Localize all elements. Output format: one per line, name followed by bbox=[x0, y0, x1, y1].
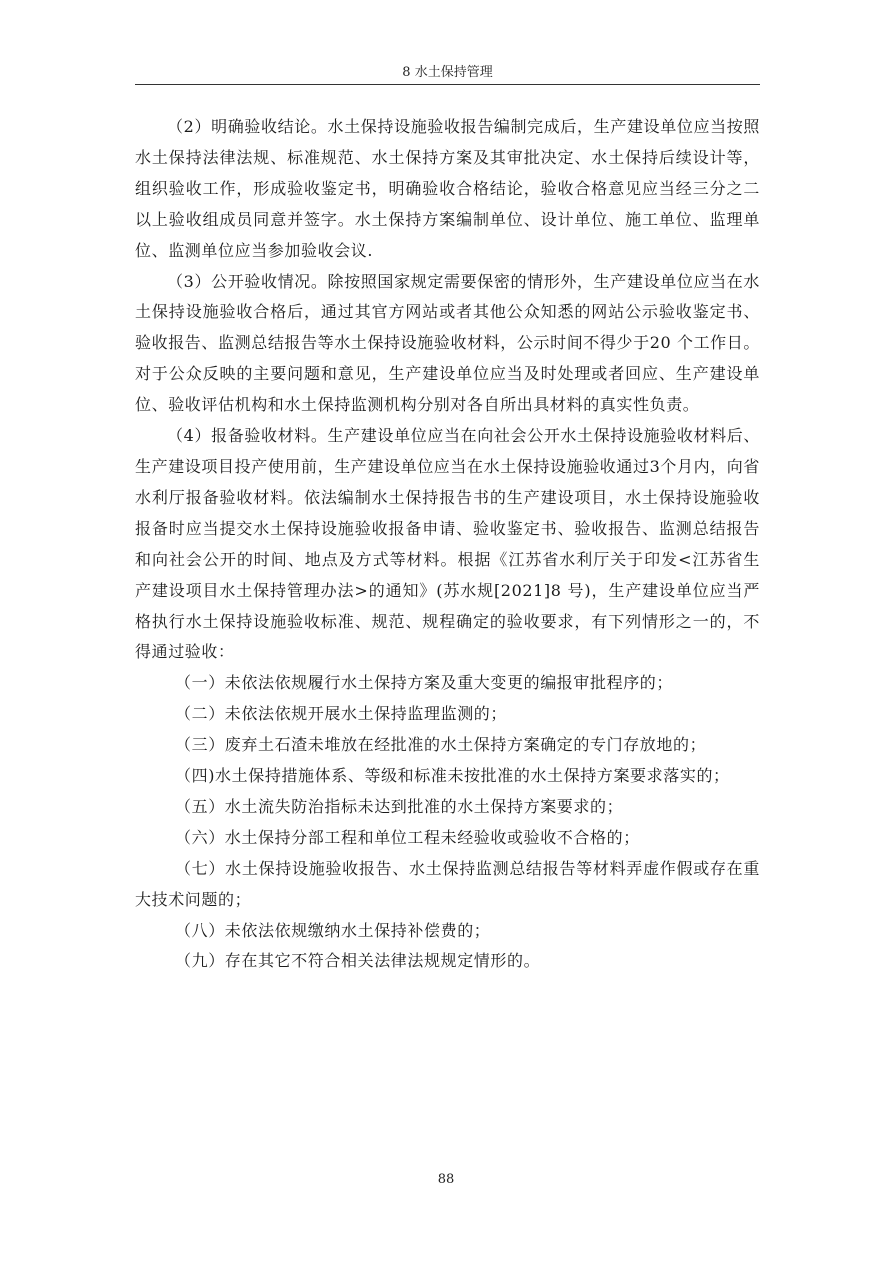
header-divider bbox=[135, 84, 760, 85]
condition-item: （七）水土保持设施验收报告、水土保持监测总结报告等材料弄虚作假或存在重大技术问题的； bbox=[135, 858, 760, 909]
running-header: 8 水土保持管理 bbox=[402, 65, 493, 80]
condition-item: （六）水土保持分部工程和单位工程未经验收或验收不合格的； bbox=[175, 827, 640, 847]
condition-item: （八）未依法依规缴纳水土保持补偿费的； bbox=[175, 920, 491, 940]
condition-item: （九）存在其它不符合相关法律法规规定情形的。 bbox=[175, 951, 541, 971]
paragraph-public-disclosure: （3）公开验收情况。除按照国家规定需要保密的情形外，生产建设单位应当在水土保持设施验收合格后，通过其官方网站或者其他公众知悉的网站公示验收鉴定书、验收报告、监测总结报告等水土保持设施验收材料，公示时间不得少于20 个工作日。对于公众反映的主要问题和意见，生产建设单位应当及时处理或者回应、生产建设单位、验收评估机构和水土保持监测机构分别对各自所出具材料的真实性负责。 bbox=[135, 271, 760, 415]
body-text bbox=[135, 112, 760, 977]
condition-item: （五）水土流失防治指标未达到批准的水土保持方案要求的； bbox=[175, 796, 624, 816]
paragraph-filing-materials: （4）报备验收材料。生产建设单位应当在向社会公开水土保持设施验收材料后、生产建设项目投产使用前，生产建设单位应当在水土保持设施验收通过3个月内，向省水利厅报备验收材料。依法编制水土保持报告书的生产建设项目，水土保持设施验收报备时应当提交水土保持设施验收报备申请、验收鉴定书、验收报告、监测总结报告和向社会公开的时间、地点及方式等材料。根据《江苏省水利厅关于印发<江苏省生产建设项目水土保持管理办法>的通知》(苏水规[2021]8 号)，生产建设单位应当严格执行水土保持设施验收标准、规范、规程确定的验收要求，有下列情形之一的，不得通过验收： bbox=[135, 426, 760, 662]
condition-item: （一）未依法依规履行水土保持方案及重大变更的编报审批程序的； bbox=[175, 673, 674, 693]
paragraph-acceptance-conclusion: （2）明确验收结论。水土保持设施验收报告编制完成后，生产建设单位应当按照水土保持法律法规、标准规范、水土保持方案及其审批决定、水土保持后续设计等，组织验收工作，形成验收鉴定书，明确验收合格结论，验收合格意见应当经三分之二以上验收组成员同意并签字。水土保持方案编制单位、设计单位、施工单位、监理单位、监测单位应当参加验收会议. bbox=[135, 117, 760, 260]
page-number: 88 bbox=[437, 1172, 455, 1187]
condition-item: （三）废弃土石渣未堆放在经批准的水土保持方案确定的专门存放地的； bbox=[175, 735, 707, 755]
condition-item: （四)水土保持措施体系、等级和标准未按批准的水土保持方案要求落实的； bbox=[175, 766, 730, 786]
condition-item: （二）未依法依规开展水土保持监理监测的； bbox=[175, 704, 508, 724]
